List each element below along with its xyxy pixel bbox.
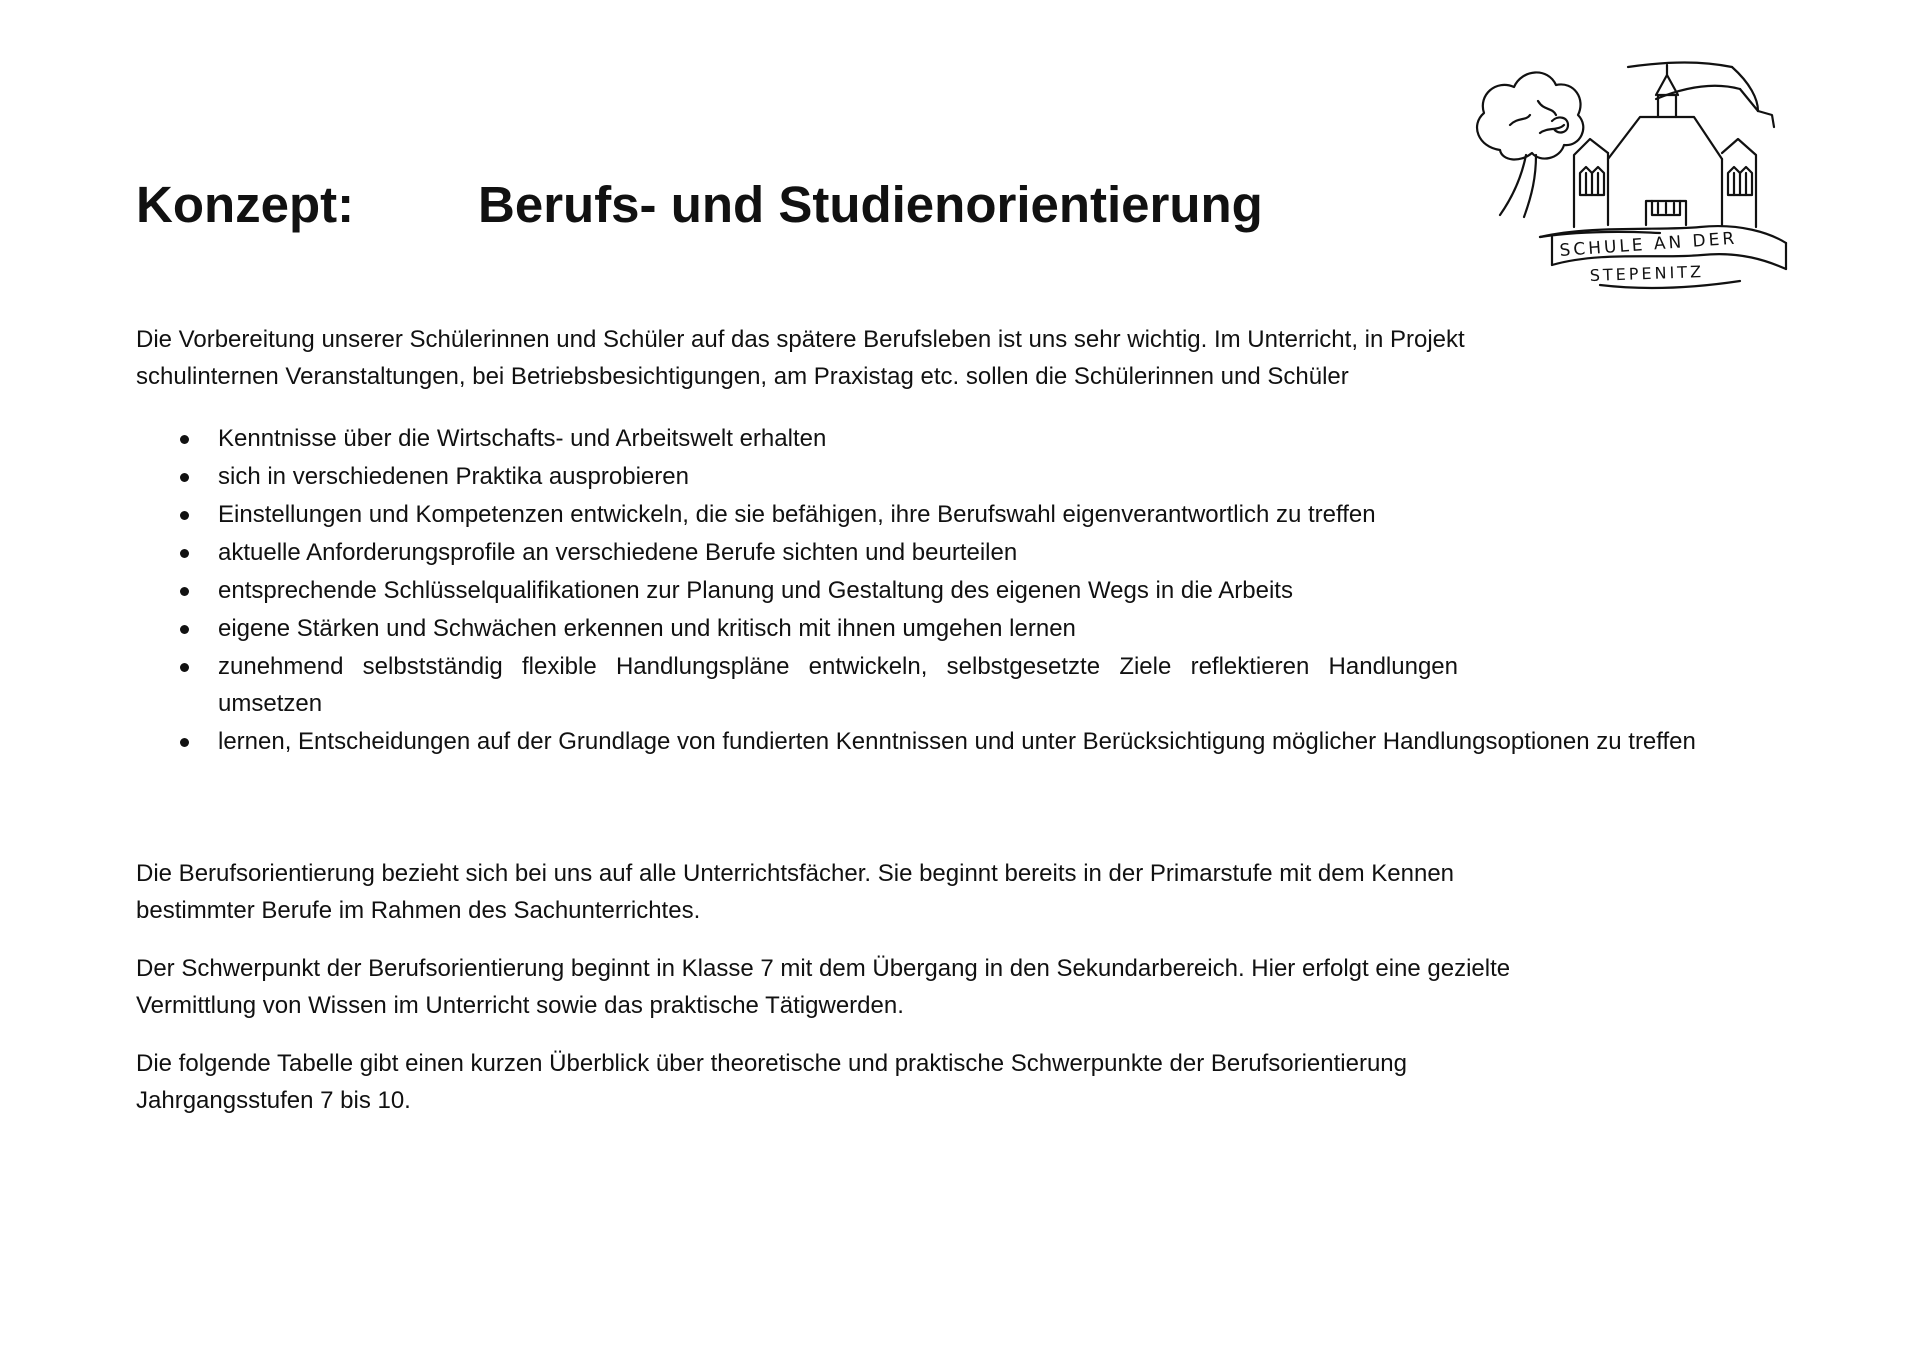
bullet-icon bbox=[180, 435, 189, 444]
school-logo-icon bbox=[1440, 55, 1792, 295]
paragraph-line: Die folgende Tabelle gibt einen kurzen Überblick über theoretische und praktische Schwerpunkte der Berufsorientierung bbox=[136, 1050, 1407, 1077]
list-item: eigene Stärken und Schwächen erkennen und kritisch mit ihnen umgehen lernen bbox=[172, 610, 1812, 647]
title-label: Konzept: bbox=[136, 176, 355, 233]
goals-list bbox=[172, 420, 1812, 761]
paragraph-line: bestimmter Berufe im Rahmen des Sachunterrichtes. bbox=[136, 897, 701, 924]
intro-line-2: schulinternen Veranstaltungen, bei Betriebsbesichtigungen, am Praxistag etc. sollen die Schülerinnen und Schüler bbox=[136, 363, 1349, 390]
paragraph-line: Die Berufsorientierung bezieht sich bei uns auf alle Unterrichtsfächer. Sie beginnt bereits in der Primarstufe mit dem Kennen bbox=[136, 860, 1455, 887]
list-item: Kenntnisse über die Wirtschafts- und Arbeitswelt erhalten bbox=[172, 420, 1812, 457]
list-item: entsprechende Schlüsselqualifikationen zur Planung und Gestaltung des eigenen Wegs in die Arbeits bbox=[172, 572, 1812, 609]
intro-line-1: Die Vorbereitung unserer Schülerinnen und Schüler auf das spätere Berufsleben ist uns sehr wichtig. Im Unterricht, in Projekt bbox=[136, 326, 1465, 353]
list-item: zunehmend selbstständig flexible Handlungspläne entwickeln, selbstgesetzte Ziele reflektieren Handlungen umsetzen bbox=[172, 648, 1458, 722]
paragraph-line: Der Schwerpunkt der Berufsorientierung beginnt in Klasse 7 mit dem Übergang in den Sekundarbereich. Hier erfolgt eine gezielte bbox=[136, 955, 1511, 982]
paragraph-subjects bbox=[136, 855, 1796, 929]
intro-paragraph bbox=[136, 321, 1796, 395]
paragraph-table-intro bbox=[136, 1045, 1796, 1119]
bullet-icon bbox=[180, 473, 189, 482]
paragraph-line: Jahrgangsstufen 7 bis 10. bbox=[136, 1087, 411, 1114]
bullet-icon bbox=[180, 511, 189, 520]
svg-text:SCHULE AN DER: SCHULE AN DER bbox=[1558, 228, 1738, 261]
bullet-icon bbox=[180, 738, 189, 747]
list-item: sich in verschiedenen Praktika ausprobieren bbox=[172, 458, 1812, 495]
bullet-icon bbox=[180, 663, 189, 672]
list-item: lernen, Entscheidungen auf der Grundlage von fundierten Kenntnissen und unter Berücksichtigung möglicher Handlungsoptionen zu treffen bbox=[172, 723, 1818, 760]
bullet-icon bbox=[180, 625, 189, 634]
list-item: aktuelle Anforderungsprofile an verschiedene Berufe sichten und beurteilen bbox=[172, 534, 1812, 571]
bullet-icon bbox=[180, 549, 189, 558]
svg-text:STEPENITZ: STEPENITZ bbox=[1589, 262, 1705, 285]
list-item: Einstellungen und Kompetenzen entwickeln, die sie befähigen, ihre Berufswahl eigenverantwortlich zu treffen bbox=[172, 496, 1812, 533]
bullet-icon bbox=[180, 587, 189, 596]
paragraph-line: Vermittlung von Wissen im Unterricht sowie das praktische Tätigwerden. bbox=[136, 992, 904, 1019]
paragraph-focus bbox=[136, 950, 1796, 1024]
title-text: Berufs- und Studienorientierung bbox=[478, 176, 1263, 233]
